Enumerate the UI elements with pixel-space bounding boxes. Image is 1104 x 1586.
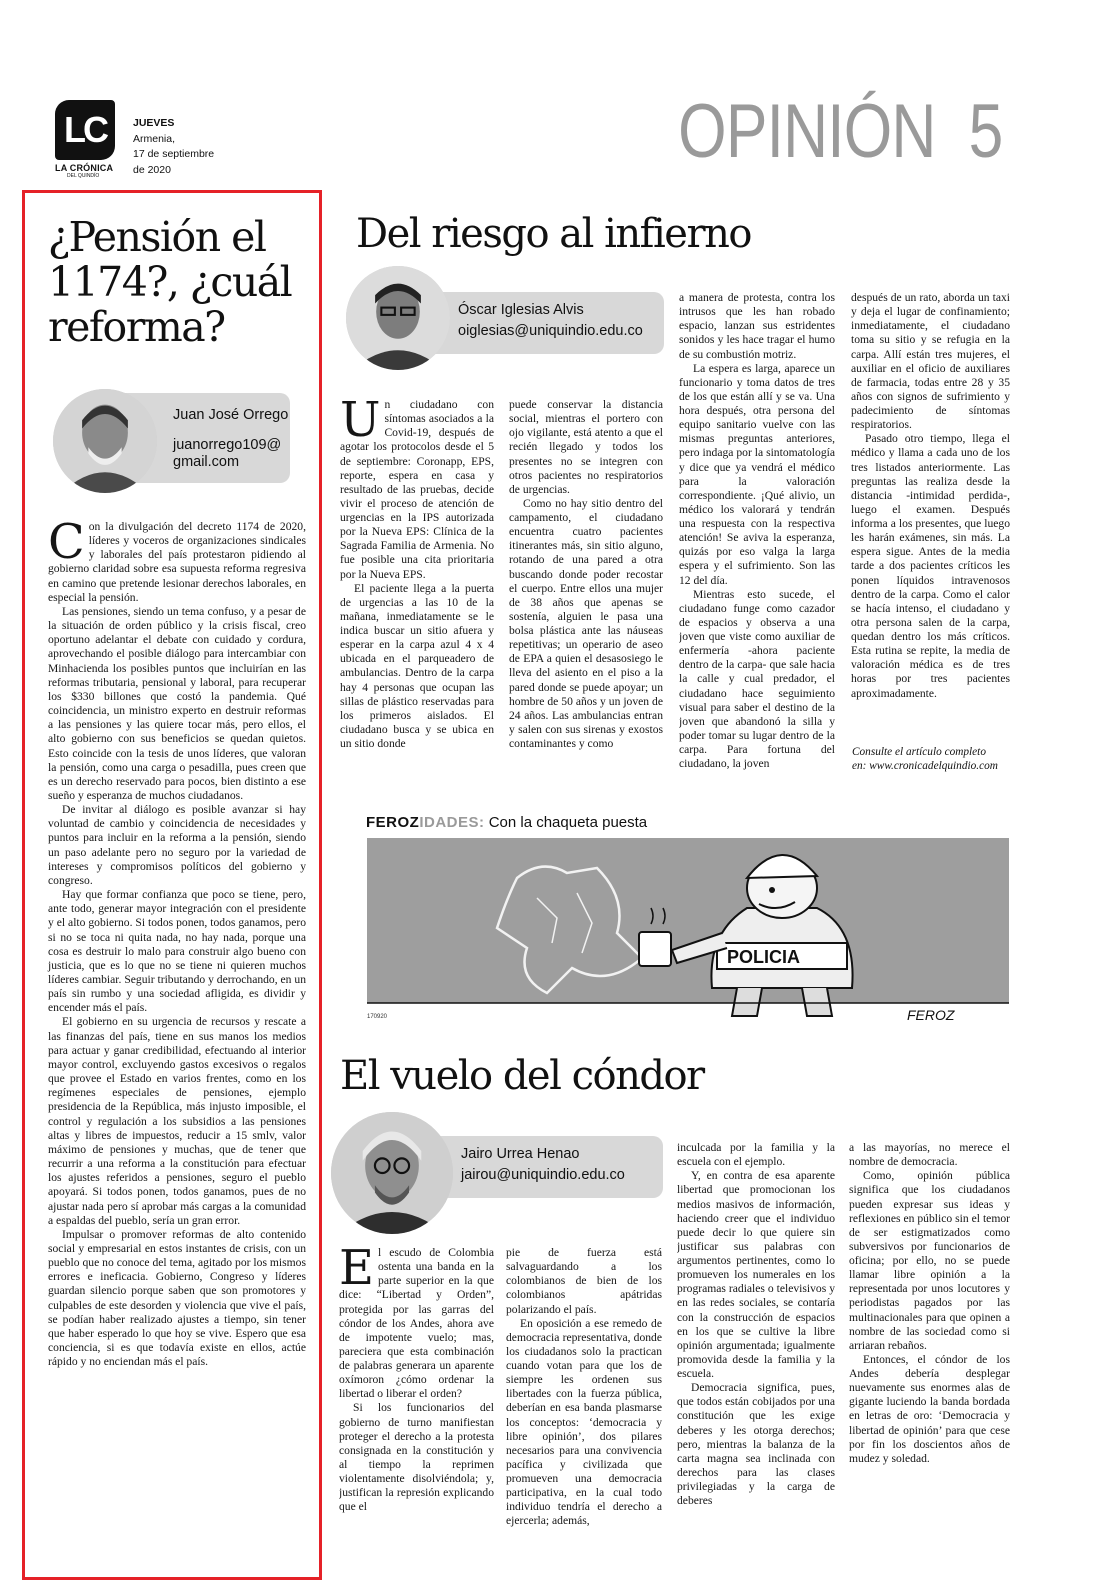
- reference-note-1: Consulte el artículo completo: [852, 746, 986, 758]
- cartoon-date-mark: 170920: [367, 1014, 388, 1020]
- top-paragraph: Como no hay sitio dentro del campamento, el ciudadano encuentra cuatro pacientes itinerantes más, sin sitio alguno, rotando de una pared a otra buscando donde poder recostar el cuerpo. Entre ellos una mujer de 38 años que apenas se sostenía, alguien le pasa una bolsa plástica ante las náuseas repetitivas; un operario de aseo de EPA a quien el desasosiego le lleva del asiento en el piso a la pared donde se puede apoyar; un hombre de 50 años y un joven de 24 años. Las ambulancias entran y salen con sus sirenas y exostos contaminantes y como: [509, 496, 663, 750]
- left-author-photo: [53, 389, 157, 493]
- section-header: OPINIÓN 5: [677, 89, 1002, 174]
- bottom-article-col2: [506, 1246, 662, 1536]
- top-paragraph: a manera de protesta, contra los intrusos que les han robado espacio, lanzan sus estridentes sonidos y les hace tragar el humo de su combustión motriz.: [679, 291, 835, 361]
- reference-note: [852, 745, 1010, 773]
- bottom-paragraph: En oposición a ese remedo de democracia representativa, donde los ciudadanos solo la practican cuando votan para que los de siempre les ordenen sus libertades con la fuerza pública, deberían en esa banda plasmarse los conceptos: ‘democracia y libre opinión’, dos pilares necesarios para una convivencia pacífica y civilizada que promueven una democracia participativa, en la cual todo individuo tendría el derecho a ejercerla; además,: [506, 1316, 662, 1528]
- top-author-email: oiglesias@uniquindio.edu.co: [458, 323, 643, 339]
- left-author-email-2: gmail.com: [173, 454, 240, 470]
- top-paragraph: puede conservar la distancia social, mientras el portero con ojo vigilante, está atento a que el recién llegado y todos los presentes no se integren con otros pacientes no respiratorios de urgencias.: [509, 398, 663, 496]
- top-paragraph: Pasado otro tiempo, llega el médico y llama a cada uno de los tres listados anteriormente. Las preguntas las realiza desde la distancia -intimidad perdida-, luego el examen. Después informa a los presentes, que luego les harán exámenes, sin más. La espera sigue. Antes de la media tarde a dos pacientes críticos les ponen líquidos intravenosos dentro de la carpa. Como el calor se hacía intenso, el ciudadano y otra persona salen de la carpa, quedan dentro los más críticos. Esta rutina se repite, la media de valoración médica es de tres horas por tres pacientes aproximadamente.: [851, 432, 1010, 700]
- cartoon-signature: FEROZ: [907, 1007, 955, 1023]
- left-author-email: [173, 437, 281, 471]
- left-dropcap: C: [48, 514, 85, 570]
- bottom-paragraph: El escudo de Colombia ostenta una banda en la parte superior en la que dice: “Libertad y Orden”, protegida por las garras del cóndor de los Andes, ahora ave de impotente vuelo; mas, pareciera que esta combinación de palabras generara un aparente oxímoron ¿cómo ordenar la libertad o liberar el orden?: [339, 1246, 494, 1401]
- logo-letters: LC: [55, 100, 115, 160]
- reference-note-2: en: www.cronicadelquindio.com: [852, 760, 998, 772]
- left-author-email-1: juanorrego109@: [173, 437, 282, 453]
- bottom-author-name: Jairo Urrea Henao: [461, 1146, 580, 1162]
- bottom-article-col4: [849, 1141, 1010, 1536]
- bottom-paragraph: pie de fuerza está salvaguardando a los colombianos de bien de los colombianos apátridas polarizando el país.: [506, 1246, 662, 1316]
- dateline-date-2: de 2020: [133, 163, 171, 176]
- left-author-name: Juan José Orrego: [173, 407, 289, 423]
- left-paragraph: Hay que formar confianza que poco se tiene, pero, ante todo, generar mayor integración con el presidente y el alto gobierno. Si todos ponen, todos ganamos, pero si no se toca ni quita nada, no hay nada, porque una cosa es destruir lo malo para construir algo bueno con justicia, que es lo que no se tiene ni quieren muchos líderes cambiar. Seguir tributando y derrochando, en un país sin rumbo y una sociedad afligida, es dividir y encender más el país.: [48, 888, 306, 1015]
- dateline-city: Armenia,: [133, 132, 176, 145]
- cartoon-title-rest: Con la chaqueta puesta: [488, 814, 648, 831]
- left-article-title: ¿Pensión el 1174?, ¿cuál reforma?: [48, 213, 292, 351]
- top-paragraph: después de un rato, aborda un taxi y deja el lugar de confinamiento; inmediatamente, el ciudadano toma su sitio y se refugia en la carpa. Allí están tres mujeres, el auxiliar en el oficio de auxiliares de farmacia, todas entre 28 y 35 años con signos de sufrimiento y padecimiento de síntomas respiratorios.: [851, 291, 1010, 432]
- bottom-paragraph: Democracia significa, pues, que todos están cobijados por una constitución que les exige deberes y les otorga derechos; pero, mientras la balanza de la carta magna sea inclinada con derechos para las clases privilegiadas y la carga de deberes: [677, 1381, 835, 1508]
- top-dropcap: U: [340, 398, 381, 448]
- left-article-frame: [22, 190, 322, 1580]
- bottom-paragraph: inculcada por la familia y la escuela con el ejemplo.: [677, 1141, 835, 1169]
- top-paragraph: La espera es larga, aparece un funcionario y toma datos de tres de los que están allí y se va. Una hora después, otra persona del equipo sanitario vuelve con las mismas preguntas anteriores, pero indaga por la sintomatología y dice que ya vendrá el médico para la valoración correspondiente. ¡Qué alivio, un médico los valorará y tendrán una respuesta con la respectiva atención! Se aviva la esperanza, quizás por eso valga la larga espera y el sufrimiento. Son las 12 del día.: [679, 361, 835, 587]
- top-author-photo: [346, 266, 450, 370]
- bottom-paragraph: Como, opinión pública significa que los ciudadanos pueden expresar sus ideas y reflexiones en público sin el temor de ser estigmatizados como subversivos por funcionarios de oficina; por ello, no se puede llamar libre opinión a la representada por unos locutores y periodistas pagados por las multinacionales para que opinen a nombre de las sociedad como si arriaran rebaños.: [849, 1169, 1010, 1352]
- logo-subtitle: DEL QUINDÍO: [67, 173, 100, 179]
- cartoon-title-grey: IDADES:: [419, 814, 485, 831]
- top-paragraph: El paciente llega a la puerta de urgencias a las 10 de la mañana, inmediatamente se le indica buscar un sitio afuera y esperar en la carpa azul 4 x 4 ubicada en el parqueadero de ambulancias. Dentro de la carpa hay 4 personas que ocupan las sillas de plástico reservadas para los primeros aislados. El ciudadano busca y se ubica en un sitio donde: [340, 581, 494, 750]
- logo-name: LA CRÓNICA: [55, 163, 114, 173]
- bottom-paragraph: Y, en contra de esa aparente libertad que promocionan los medios masivos de información, haciendo creer que el individuo puede decir lo que quiere sin justificar sus palabras con argumentos pertinentes, como lo promueven los numerales en los programas radiales o televisivos y en las redes sociales, se contaría con la construcción de espacios en los que se cultive la libre opinión argumentada; igualmente promovida desde la familia y la escuela.: [677, 1169, 835, 1380]
- left-article-body: [48, 514, 306, 1369]
- dateline-date-1: 17 de septiembre: [133, 148, 215, 160]
- bottom-paragraph: Si los funcionarios del gobierno de turno manifiestan proteger el derecho a la protesta consignada en la constitución y al tiempo la reprimen violentamente disolviéndola; y, justifican la represión explicando que el: [339, 1401, 494, 1514]
- editorial-cartoon: [367, 838, 1009, 1030]
- bottom-paragraph: a las mayorías, no merece el nombre de democracia.: [849, 1141, 1010, 1169]
- top-article-col4: [851, 291, 1010, 737]
- bottom-article-col3: [677, 1141, 835, 1536]
- dateline-day: JUEVES: [133, 117, 175, 129]
- left-paragraph: Impulsar o promover reformas de alto contenido social y empresarial en estos instantes de crisis, con un pueblo que no conoce del tema, agitado por los mismos errores e ineficacia. Gobierno, Congreso y líderes guardan silencio porque saben que son promotores y culpables de este desorden y violencia que vive el país, se podían haber realizado ajustes a tiempo, sin tener que haber esperado lo que hoy se vive. Espero que esa conciencia, si es que todavía existe en ellos, actúe rápido y no enciendan más el país.: [48, 1227, 306, 1369]
- left-paragraph: El gobierno en su urgencia de recursos y rescate a las finanzas del país, tiene en sus manos los medios para actuar y ganar credibilidad, efectuando al interior mayor control, excluyendo gastos excesivos o regalos que provee el Estado en varios frentes, como en los regímenes especiales de pensiones, ejemplo presidencia de la República, más injusto imposible, el control y regulación a los subsidios a las pensiones altas y libres de impuestos, reducir a 15 smlv, valor máximo de pensiones y muchas, que de tener que recurrir a una reforma a la constitución para efectuar los ajustes referidos a pensiones, seguro el pueblo apoyará. Si todos ponen, todos ganamos, pues de no ajustar nada pero sí aprobar más cargas a la comunidad a espaldas del pueblo, sería un gran error.: [48, 1015, 306, 1227]
- left-paragraph: Con la divulgación del decreto 1174 de 2020, líderes y voceros de organizaciones sindicales y laborales del país protestaron pidiendo al gobierno claridad sobre esa supuesta reforma regresiva en camino que pretende lesionar derechos laborales, en especial la pensión.: [48, 514, 306, 604]
- bottom-author-photo: [331, 1112, 453, 1234]
- bottom-article-title: El vuelo del cóndor: [340, 1053, 704, 1099]
- dateline: [133, 116, 214, 178]
- top-author-name: Óscar Iglesias Alvis: [458, 302, 584, 318]
- cartoon-title-bold: FEROZ: [366, 814, 420, 831]
- left-paragraph: Las pensiones, siendo un tema confuso, y a pesar de la situación de orden público y la crisis fiscal, creo oportuno adelantar el debate con cuidado y cordura, aprovechando el posible diálogo para intercambiar con Minhacienda los posibles puntos que incluirían en las reformas tributaria, pensional y laboral, para recuperar los $330 billones que costó la pandemia. Qué coincidencia, un ministro experto en destruir reformas a las pensiones y las quiere tocar más, pero ellos, el alto gobierno con sus beneficios se quedan quietos. Esto coincide con la tesis de unos líderes, que valoran la pensión, como una carga o pesadilla, pues creen que es un derecho reservado para pocos, bien distinto a ese sueño y esperanza de muchos ciudadanos.: [48, 604, 306, 802]
- left-paragraph: De invitar al diálogo es posible avanzar si hay voluntad de cambio y coincidencia de necesidades y puntos para incluir en la reforma a la pensión, siendo un paso adelante pero no seguro por la variedad de intereses y compromisos políticos del gobierno y congreso.: [48, 803, 306, 887]
- bottom-article-col1: [339, 1246, 494, 1536]
- newspaper-logo: [55, 100, 127, 186]
- top-article-col1: [340, 398, 494, 780]
- bottom-paragraph: Entonces, el cóndor de los Andes debería desplegar nuevamente sus enormes alas de gigante luciendo la banda bordada en letras de oro: ‘Democracia y libertad de opinión’ para que cese por fin los doscientos años de mudez y soledad.: [849, 1352, 1010, 1465]
- top-paragraph: Mientras esto sucede, el ciudadano funge como cazador de espacios y observa a una joven que viste como auxiliar de enfermería -ahora paciente dentro de la carpa- que sale hacia la calle y cual predador, el ciudadano hace seguimiento visual para saber el destino de la joven que abandonó la silla y poder tomar su lugar dentro de la carpa. Para fortuna del ciudadano, la joven: [679, 587, 835, 771]
- top-paragraph: Un ciudadano con síntomas asociados a la Covid-19, después de agotar los protocolos desde el 5 de septiembre: Coronapp, EPS, reporte, espera en casa y resultado de las pruebas, decide vivir el proceso de atención de urgencias en la IPS autorizada por la Nueva EPS: Clínica de la Sagrada Familia de Armenia. No fue posible una cita prioritaria por la Nueva EPS.: [340, 398, 494, 581]
- top-article-title: Del riesgo al infierno: [356, 211, 751, 257]
- cartoon-title: [366, 814, 647, 831]
- bottom-author-email: jairou@uniquindio.edu.co: [461, 1167, 625, 1183]
- bottom-dropcap: E: [339, 1246, 375, 1296]
- cartoon-uniform-text: POLICIA: [727, 947, 801, 967]
- top-article-col3: [679, 291, 835, 781]
- cartoon-illustration: [367, 838, 1009, 1030]
- top-article-col2: [509, 398, 663, 780]
